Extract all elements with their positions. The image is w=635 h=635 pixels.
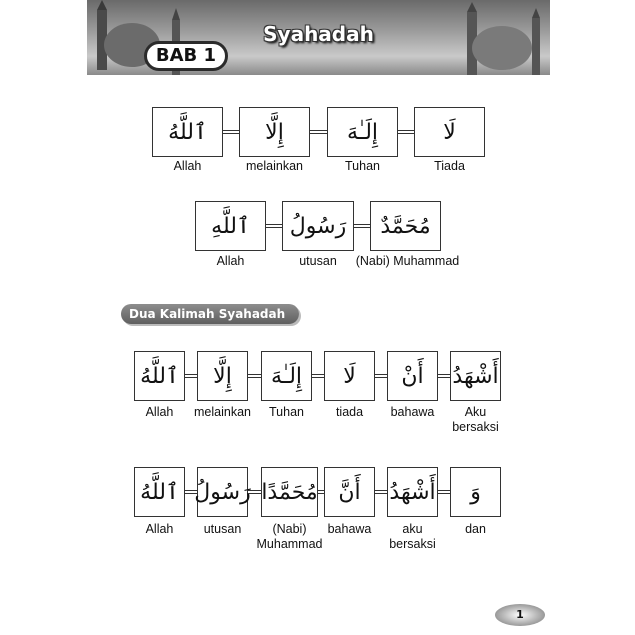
page-title: Syahadah (263, 22, 374, 46)
chapter-badge: BAB 1 (144, 41, 228, 71)
connector (354, 224, 370, 228)
arabic-word-box: ٱللَّهِ (195, 201, 266, 251)
connector (185, 374, 197, 378)
translation-label: Tuhan (345, 159, 380, 173)
translation-label: utusan (299, 254, 337, 268)
arabic-word-box: أَشْهَدُ (450, 351, 501, 401)
translation-label: aku bersaksi (389, 522, 436, 551)
translation-label: Allah (173, 159, 202, 173)
translation-label: dan (465, 522, 486, 536)
translation-label: Aku bersaksi (452, 405, 499, 434)
translation-label: melainkan (194, 405, 251, 419)
translation-label: (Nabi) Muhammad (355, 254, 460, 268)
connector (223, 130, 239, 134)
connector (310, 130, 327, 134)
arabic-word-box: لَا (414, 107, 485, 157)
translation-label: Allah (216, 254, 245, 268)
arabic-word-box: لَا (324, 351, 375, 401)
arabic-word-box: ٱللَّهُ (134, 467, 185, 517)
connector (266, 224, 282, 228)
translation-label: utusan (203, 522, 242, 536)
arabic-word-box: أَنْ (387, 351, 438, 401)
arabic-word-box: رَسُولُ (197, 467, 248, 517)
arabic-word-box: ٱللَّهُ (152, 107, 223, 157)
connector (312, 374, 324, 378)
translation-label: Allah (145, 522, 174, 536)
section-heading: Dua Kalimah Syahadah (121, 304, 299, 324)
page-number: 1 (495, 604, 545, 626)
connector (248, 374, 261, 378)
translation-label: melainkan (246, 159, 303, 173)
arabic-word-box: أَنَّ (324, 467, 375, 517)
arabic-word-box: وَ (450, 467, 501, 517)
translation-label: bahawa (327, 522, 372, 536)
translation-label: (Nabi) Muhammad (256, 522, 323, 551)
arabic-word-box: إِلَّا (239, 107, 310, 157)
connector (398, 130, 414, 134)
translation-label: Tiada (434, 159, 465, 173)
arabic-word-box: إِلَـٰهَ (261, 351, 312, 401)
arabic-word-box: إِلَـٰهَ (327, 107, 398, 157)
connector (248, 490, 261, 494)
translation-label: Allah (145, 405, 174, 419)
connector (438, 374, 450, 378)
translation-label: tiada (335, 405, 364, 419)
translation-label: bahawa (390, 405, 435, 419)
connector (375, 490, 387, 494)
connector (438, 490, 450, 494)
arabic-word-box: مُحَمَّدٌ (370, 201, 441, 251)
arabic-word-box: مُحَمَّدًا (261, 467, 318, 517)
arabic-word-box: أَشْهَدُ (387, 467, 438, 517)
arabic-word-box: رَسُولُ (282, 201, 354, 251)
arabic-word-box: ٱللَّهُ (134, 351, 185, 401)
connector (375, 374, 387, 378)
arabic-word-box: إِلَّا (197, 351, 248, 401)
translation-label: Tuhan (269, 405, 304, 419)
